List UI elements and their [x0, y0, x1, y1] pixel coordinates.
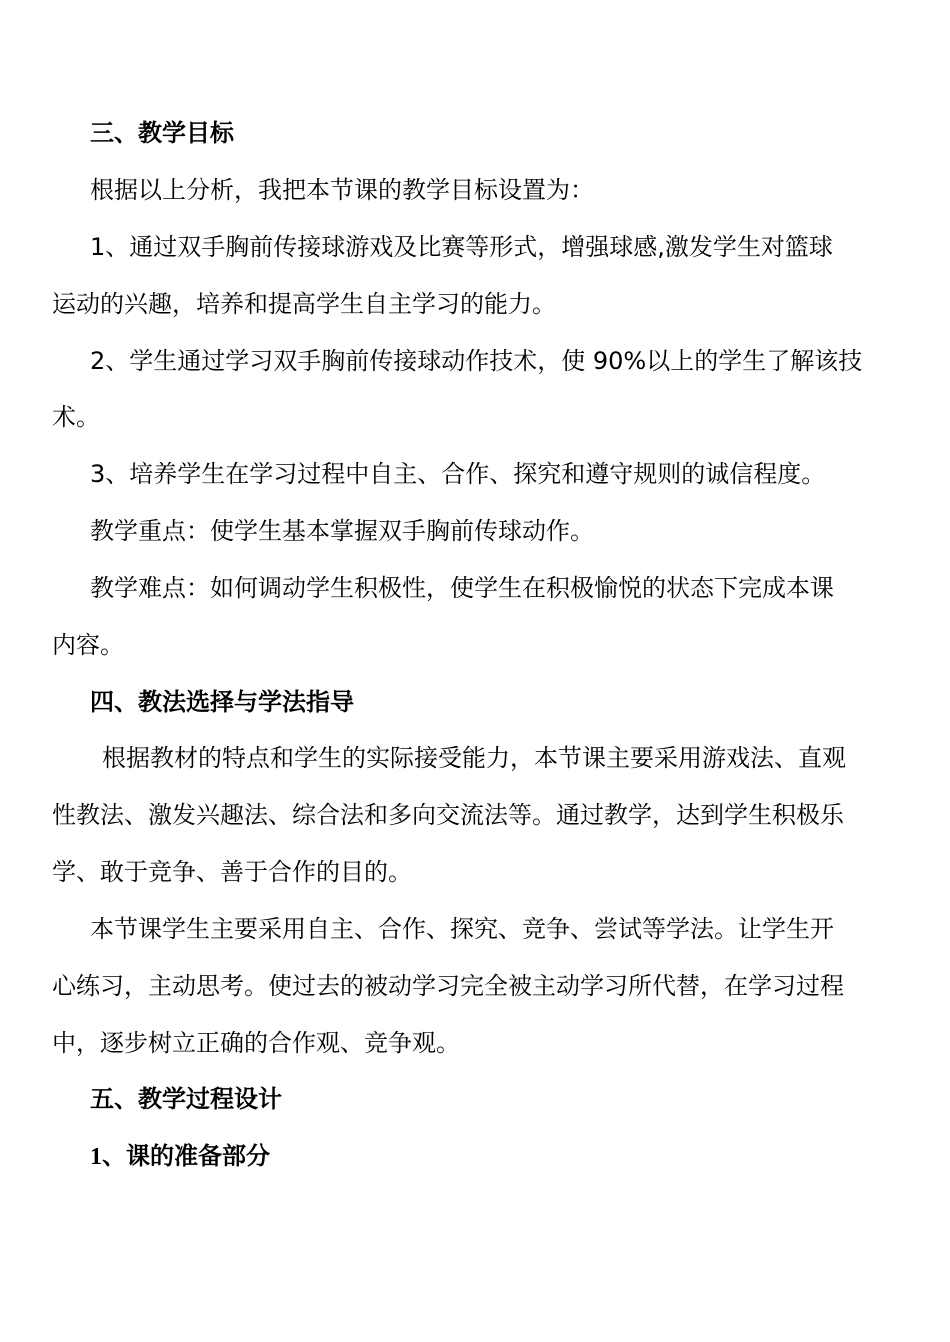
teaching-difficulty-line-1: 教学难点：如何调动学生积极性，使学生在积极愉悦的状态下完成本课 [90, 574, 834, 602]
goal-3-text: 3、培养学生在学习过程中自主、合作、探究和遵守规则的诚信程度。 [90, 460, 826, 488]
section-heading-methods: 四、教法选择与学法指导 [90, 688, 354, 716]
section-heading-process-design: 五、教学过程设计 [90, 1085, 282, 1113]
methods-para-1-line-2: 性教法、激发兴趣法、综合法和多向交流法等。通过教学，达到学生积极乐 [52, 801, 844, 829]
goal-2-line-2: 术。 [52, 403, 100, 431]
subsection-title: 、课的准备部分 [102, 1142, 270, 1170]
subsection-heading-preparation [90, 1140, 940, 1173]
methods-para-2-line-1: 本节课学生主要采用自主、合作、探究、竞争、尝试等学法。让学生开 [90, 915, 834, 943]
goal-1-line-1: 1、通过双手胸前传接球游戏及比赛等形式，增强球感,激发学生对篮球 [90, 233, 833, 261]
methods-para-1-line-1: 根据教材的特点和学生的实际接受能力，本节课主要采用游戏法、直观 [102, 744, 846, 772]
subsection-number: 1 [90, 1144, 102, 1170]
teaching-difficulty-line-2: 内容。 [52, 631, 124, 659]
teaching-key-point: 教学重点：使学生基本掌握双手胸前传球动作。 [90, 517, 594, 545]
methods-para-2-line-3: 中，逐步树立正确的合作观、竞争观。 [52, 1029, 460, 1057]
goal-1-line-2: 运动的兴趣，培养和提高学生自主学习的能力。 [52, 290, 556, 318]
methods-para-2-line-2: 心练习，主动思考。使过去的被动学习完全被主动学习所代替，在学习过程 [52, 972, 844, 1000]
methods-para-1-line-3: 学、敢于竞争、善于合作的目的。 [52, 858, 412, 886]
goal-2-line-1: 2、学生通过学习双手胸前传接球动作技术，使 90%以上的学生了解该技 [90, 347, 863, 375]
section-heading-teaching-goals: 三、教学目标 [90, 119, 234, 147]
goals-intro-text: 根据以上分析，我把本节课的教学目标设置为： [90, 176, 594, 204]
